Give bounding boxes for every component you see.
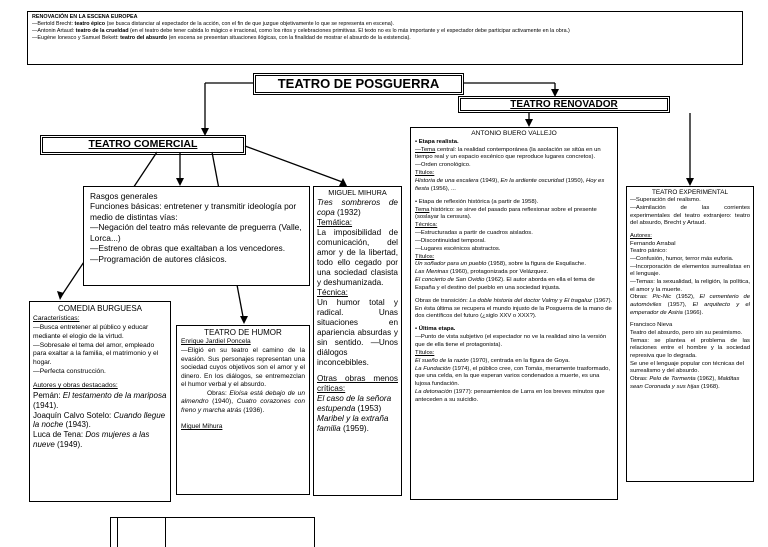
rasgos-generales-box (83, 186, 310, 286)
buero-etapa1-tema: —Tema central: la realidad contemporánea (la asolación se sitúa en un tiempo real y un espacio escénico que reproduce lugares concretos). (415, 146, 601, 161)
arrabal-item: —Incorporación de elementos surrealistas en el lenguaje. (630, 263, 750, 278)
buero-title: ANTONIO BUERO VALLEJO (471, 130, 557, 137)
nieva-obras: Obras: Pelo de Tormenta (1962), Malditas sean Coronada y sus hijas (1968). (630, 376, 740, 390)
humor-title: TEATRO DE HUMOR (204, 328, 282, 337)
buero-etapa1: • Etapa realista. (415, 138, 459, 145)
buero-etapa3-titulo: El sueño de la razón (1970), centrada en la figura de Goya. (415, 357, 570, 364)
buero-etapa3-titulo: La detonación (1977): pensamientos de Larra en los breves minutos que anteceden a su suicidio. (415, 389, 605, 403)
experimental-autores-label: Autores: (630, 233, 652, 240)
buero-etapa2-tecnica: —Estructuradas a partir de cuadros aislados. (415, 230, 533, 237)
mihura-tematica: La imposibilidad de comunicación, del amor y de la libertad, todo ello cegado por una sociedad clasista y deshumanizada. (317, 227, 398, 287)
buero-transicion: Obras de transición: La doble historia del doctor Valmy y El tragaluz (1967). En ésta última se recupera el mundo injusto de la Posguerra de la mano de dos científicos del futuro (¿siglo XXV o XXX?). (415, 297, 613, 320)
experimental-intro: —Asimilación de las corrientes experimentales del teatro extranjero: teatro del absurdo, Brecht y Artaud. (630, 205, 750, 227)
nieva-item: Se une el lenguaje popular con técnicas del surrealismo y del absurdo. (630, 360, 744, 375)
rasgos-heading: Rasgos generales (90, 191, 158, 201)
comedia-burguesa-box (29, 301, 171, 502)
buero-titulos-label: Títulos: (415, 253, 435, 260)
rasgos-item: —Negación del teatro más relevante de preguerra (Valle, Lorca...) (90, 222, 302, 243)
mihura-otra: Maribel y la extraña familia (1959). (317, 413, 389, 433)
comercial-title: TEATRO COMERCIAL (40, 135, 246, 155)
main-title: TEATRO DE POSGUERRA (253, 73, 464, 95)
buero-etapa2-tecnica-label: Técnica: (415, 222, 438, 229)
humor-footer: Miguel Mihura (181, 423, 223, 431)
comedia-caract-item: —Perfecta construcción. (33, 367, 106, 375)
mihura-title: MIGUEL MIHURA (328, 188, 387, 197)
mihura-tematica-label: Temática: (317, 217, 353, 227)
arrabal-item: —Confusión, humor, terror más euforia. (630, 256, 734, 263)
buero-etapa2-titulo: Las Meninas (1960), protagonizada por Velázquez. (415, 269, 549, 276)
buero-etapa3: • Última etapa. (415, 326, 456, 333)
buero-etapa2-tecnica: —Lugares escénicos abstractos. (415, 245, 501, 252)
buero-etapa2-tecnica: —Discontinuidad temporal. (415, 237, 486, 244)
buero-etapa2-tema: Tema histórico: se sirve del pasado para reflexionar sobre el presente (soslayar la censura). (415, 206, 597, 221)
comedia-caract-item: —Busca entretener al público y educar mediante el elogio de la virtud. (33, 324, 149, 340)
rasgos-item: —Programación de autores clásicos. (90, 253, 227, 264)
buero-vallejo-box (410, 127, 618, 500)
arrabal-item: —Temas: la sexualidad, la religión, la política, el amor y la muerte. (630, 279, 750, 293)
buero-etapa3-body: —Punto de vista subjetivo (el espectador no ve la realidad sino la versión que de ella tiene el protagonista). (415, 334, 607, 349)
buero-etapa1-orden: —Orden cronológico. (415, 162, 471, 169)
arrabal-name: Fernando Arrabal (630, 240, 676, 247)
humor-subtitle: Enrique Jardiel Poncela (181, 338, 251, 346)
mihura-tecnica-label: Técnica: (317, 287, 348, 297)
buero-titulos-label: Títulos: (415, 170, 435, 177)
rasgos-item: —Estreno de obras que exaltaban a los vencedores. (90, 243, 286, 254)
renovacion-line: —Bertold Brecht: teatro épico (se busca distanciar al espectador de la acción, con el fin de que juzgue objetivamente lo que se representa en escena). (32, 21, 394, 28)
renovacion-line: —Antonin Artaud: teatro de la crueldad (en el teatro debe tener cabida lo mágico e irracional, como los ritos y celebraciones primitivas. El texto no es lo más importante y el espectador debe participar activamente en la obra.) (32, 28, 570, 35)
nieva-name: Francisco Nieva (630, 322, 673, 329)
buero-titulos-label: Títulos: (415, 349, 435, 356)
humor-obras: Obras: Eloísa está debajo de un almendro (1940), Cuatro corazones con freno y marcha atrás (1936). (181, 389, 306, 414)
nieva-item: Temas: se plantea el problema de las relaciones entre el hombre y la sociedad represiva que lo degrada. (630, 337, 750, 360)
renovacion-line: —Eugène Ionesco y Samuel Bekett: teatro del absurdo (en escena se presentan situaciones ilógicas, con la finalidad de mostrar el absurdo de la existencia). (32, 35, 411, 42)
buero-etapa2: • Etapa de reflexión histórica (a partir de 1958). (415, 198, 539, 205)
buero-etapa1-titulos: Historia de una escalera (1949), En la ardiente oscuridad (1950), Hoy es fiesta (1956), ... (415, 177, 605, 192)
mihura-otra: El caso de la señora estupenda (1953) (317, 393, 392, 413)
buero-etapa3-titulo: La Fundación (1974), el público cree, con Tomás, meramente trasformado, que una celda, en la que esperan varios condenados a muerte, es una lujosa fundación. (415, 365, 611, 388)
mihura-work: Tres sombreros de copa (1932) (317, 197, 398, 217)
comedia-caract-item: —Sobresale el tema del amor, empleado para exaltar a la familia, el matrimonio y el hogar. (33, 341, 159, 366)
mihura-otras-label: Otras obras menos críticas: (317, 373, 398, 393)
renovacion-europea-box (27, 11, 743, 65)
comedia-title: COMEDIA BURGUESA (57, 304, 142, 313)
teatro-humor-box (176, 325, 310, 495)
renovacion-title: RENOVACIÓN EN LA ESCENA EUROPEA (32, 14, 138, 20)
comedia-autores-label: Autores y obras destacados: (33, 382, 118, 390)
renovador-title: TEATRO RENOVADOR (458, 96, 670, 113)
arrabal-sub: Teatro pánico: (630, 248, 668, 255)
comedia-autor: Pemán: El testamento de la mariposa (1941). (33, 391, 167, 410)
arrabal-obras: Obras: Pic-Nic (1952), El cementerio de automóviles (1957), El arquitecto y el emperador de Asiria (1966). (630, 294, 751, 316)
comedia-caract-label: Características: (33, 315, 80, 323)
mihura-tecnica: Un humor total y radical. Unas situaciones en apariencia absurdas y sin sentido. —Unos diálogos inconcebibles. (317, 297, 398, 367)
rasgos-intro: Funciones básicas: entretener y transmitir ideología por medio de distintas vías: (90, 201, 297, 222)
buero-etapa2-titulo: El concierto de San Ovidio (1962). El autor aborda en ella el tema de España y el destino del pueblo en una sociedad injusta. (415, 277, 595, 291)
comedia-autor: Luca de Tena: Dos mujeres a las nueve (1949). (33, 430, 150, 449)
comedia-autor: Joaquín Calvo Sotelo: Cuando llegue la noche (1943). (33, 410, 166, 430)
teatro-experimental-box (626, 186, 754, 482)
humor-body: —Eligió en su teatro el camino de la evasión. Sus personajes representan una sociedad cuyos objetivos son el amor y el dinero. En los diálogos, se entremezclan el humor verbal y el absurdo. (181, 346, 305, 389)
experimental-intro: —Superación del realismo. (630, 197, 701, 204)
nieva-body: Teatro del absurdo, pero sin su pesimismo. (630, 330, 743, 337)
buero-etapa2-titulo: Un soñador para un pueblo (1958), sobre la figura de Esquilache. (415, 261, 586, 268)
experimental-title: TEATRO EXPERIMENTAL (651, 189, 729, 196)
miguel-mihura-box (313, 186, 402, 496)
